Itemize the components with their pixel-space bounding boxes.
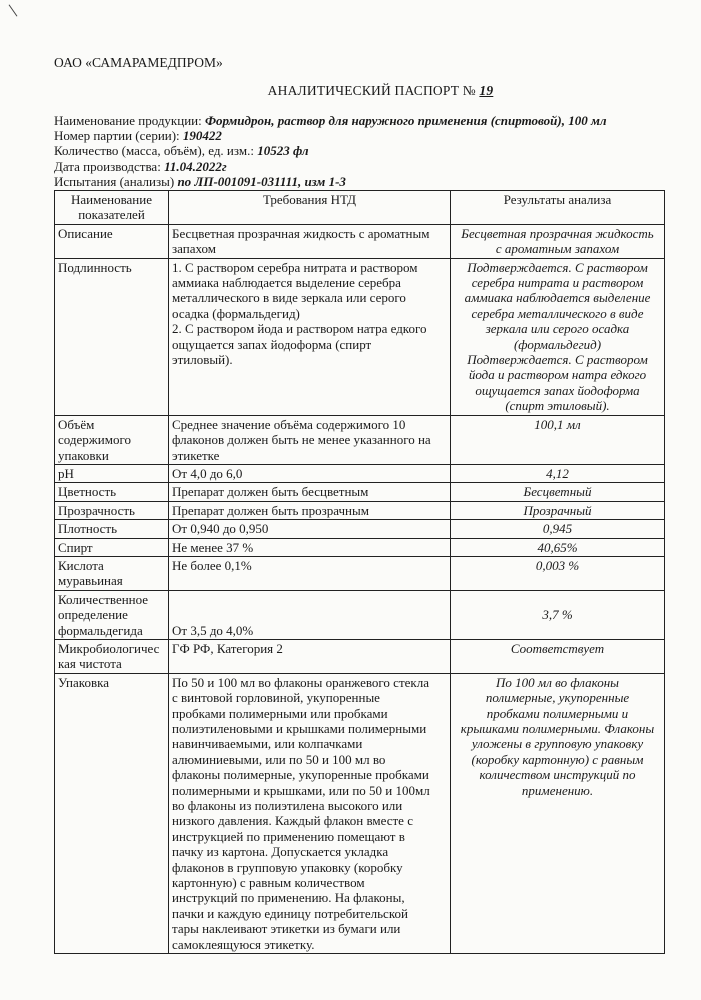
row-name: pH [55, 464, 169, 482]
header-cell: Наименование показателей [55, 191, 169, 225]
meta-batch [54, 128, 607, 143]
row-requirement: От 4,0 до 6,0 [169, 464, 451, 482]
table-row [55, 556, 665, 590]
row-result: Бесцветная прозрачная жидкость с ароматным запахом [451, 224, 665, 258]
company-name: ОАО «САМАРАМЕДПРОМ» [54, 55, 223, 70]
row-requirement: По 50 и 100 мл во флаконы оранжевого стекла с винтовой горловиной, укупоренные пробками полимерными или пробками полиэтиленовыми и крышками полимерными навинчиваемыми, или колпачками алюминиевыми, или по 50 и 100 мл во флаконы полимерные, укупоренные пробками полимерными и крышками, или по 50 и 100мл во флаконы из полиэтилена высокого или низкого давления. Каждый флакон вместе с инструкцией по применению помещают в пачку из картона. Допускается укладка флаконов в групповую упаковку (коробку картонную) с равным количеством инструкций по применению. На флаконы, пачки и каждую единицу потребительской тары наклеивают этикетки из бумаги или самоклеящуюся этикетку. [169, 673, 451, 953]
row-result: 40,65% [451, 538, 665, 556]
row-result: 4,12 [451, 464, 665, 482]
row-name: Объём содержимого упаковки [55, 415, 169, 464]
row-result: 0,003 % [451, 556, 665, 590]
analysis-table [54, 190, 665, 954]
table-header [55, 191, 665, 225]
row-result: Прозрачный [451, 501, 665, 519]
product-meta [54, 113, 607, 189]
table-row [55, 673, 665, 953]
row-name: Цветность [55, 483, 169, 501]
row-requirement: ГФ РФ, Категория 2 [169, 639, 451, 673]
header-cell: Требования НТД [169, 191, 451, 225]
row-result: 0,945 [451, 520, 665, 538]
meta-label: Наименование продукции: [54, 113, 205, 128]
row-name: Плотность [55, 520, 169, 538]
meta-label: Испытания (анализы) [54, 173, 178, 189]
row-requirement: От 3,5 до 4,0% [169, 590, 451, 639]
row-result: Подтверждается. С раствором серебра нитрата и раствором аммиака наблюдается выделение серебра металлического в виде зеркала или серого осадка (формальдегид) Подтверждается. С раствором йода и раствором натра едкого ощущается запах йодоформа (спирт этиловый). [451, 258, 665, 415]
meta-value: 190422 [182, 128, 222, 144]
scan-mark [9, 4, 18, 16]
meta-quantity [54, 143, 607, 158]
passport-number: 19 [479, 83, 494, 98]
row-requirement: Среднее значение объёма содержимого 10 флаконов должен быть не менее указанного на этикетке [169, 415, 451, 464]
table-row [55, 538, 665, 556]
meta-tests [54, 174, 607, 189]
row-name: Количественное определение формальдегида [55, 590, 169, 639]
row-result: 3,7 % [451, 590, 665, 639]
meta-label: Количество (масса, объём), ед. изм.: [54, 143, 258, 159]
table-row [55, 258, 665, 415]
meta-value: 10523 фл [257, 143, 309, 159]
row-requirement: От 0,940 до 0,950 [169, 520, 451, 538]
meta-value: по ЛП-001091-031111, изм 1-3 [177, 173, 346, 189]
row-requirement: 1. С раствором серебра нитрата и раствором аммиака наблюдается выделение серебра металлического в виде зеркала или серого осадка (формальдегид) 2. С раствором йода и раствором натра едкого ощущается запах йодоформа (спирт этиловый). [169, 258, 451, 415]
title-label: АНАЛИТИЧЕСКИЙ ПАСПОРТ № [267, 83, 476, 98]
table-row [55, 415, 665, 464]
row-requirement: Препарат должен быть бесцветным [169, 483, 451, 501]
row-requirement: Не более 0,1% [169, 556, 451, 590]
row-requirement: Не менее 37 % [169, 538, 451, 556]
document-title [0, 83, 701, 99]
row-requirement: Препарат должен быть прозрачным [169, 501, 451, 519]
header-cell: Результаты анализа [451, 191, 665, 225]
meta-label: Дата производства: [54, 158, 165, 174]
meta-product [54, 113, 607, 128]
meta-value: 11.04.2022г [164, 158, 227, 174]
table-row [55, 639, 665, 673]
table-row [55, 501, 665, 519]
table-row [55, 590, 665, 639]
meta-value: Формидрон, раствор для наружного применения (спиртовой), 100 мл [205, 113, 607, 128]
table-row [55, 464, 665, 482]
row-requirement: Бесцветная прозрачная жидкость с ароматным запахом [169, 224, 451, 258]
table-row [55, 224, 665, 258]
row-name: Упаковка [55, 673, 169, 953]
meta-label: Номер партии (серии): [54, 128, 183, 144]
table-row [55, 483, 665, 501]
row-result: По 100 мл во флаконы полимерные, укупоренные пробками полимерными и крышками полимерными. Флаконы уложены в групповую упаковку (коробку картонную) с равным количеством инструкций по применению. [451, 673, 665, 953]
table-row [55, 520, 665, 538]
row-result: Бесцветный [451, 483, 665, 501]
row-name: Спирт [55, 538, 169, 556]
row-name: Прозрачность [55, 501, 169, 519]
row-name: Микробиологичес кая чистота [55, 639, 169, 673]
row-name: Подлинность [55, 258, 169, 415]
row-result: Соответствует [451, 639, 665, 673]
row-result: 100,1 мл [451, 415, 665, 464]
row-name: Описание [55, 224, 169, 258]
meta-date [54, 159, 607, 174]
row-name: Кислота муравьиная [55, 556, 169, 590]
